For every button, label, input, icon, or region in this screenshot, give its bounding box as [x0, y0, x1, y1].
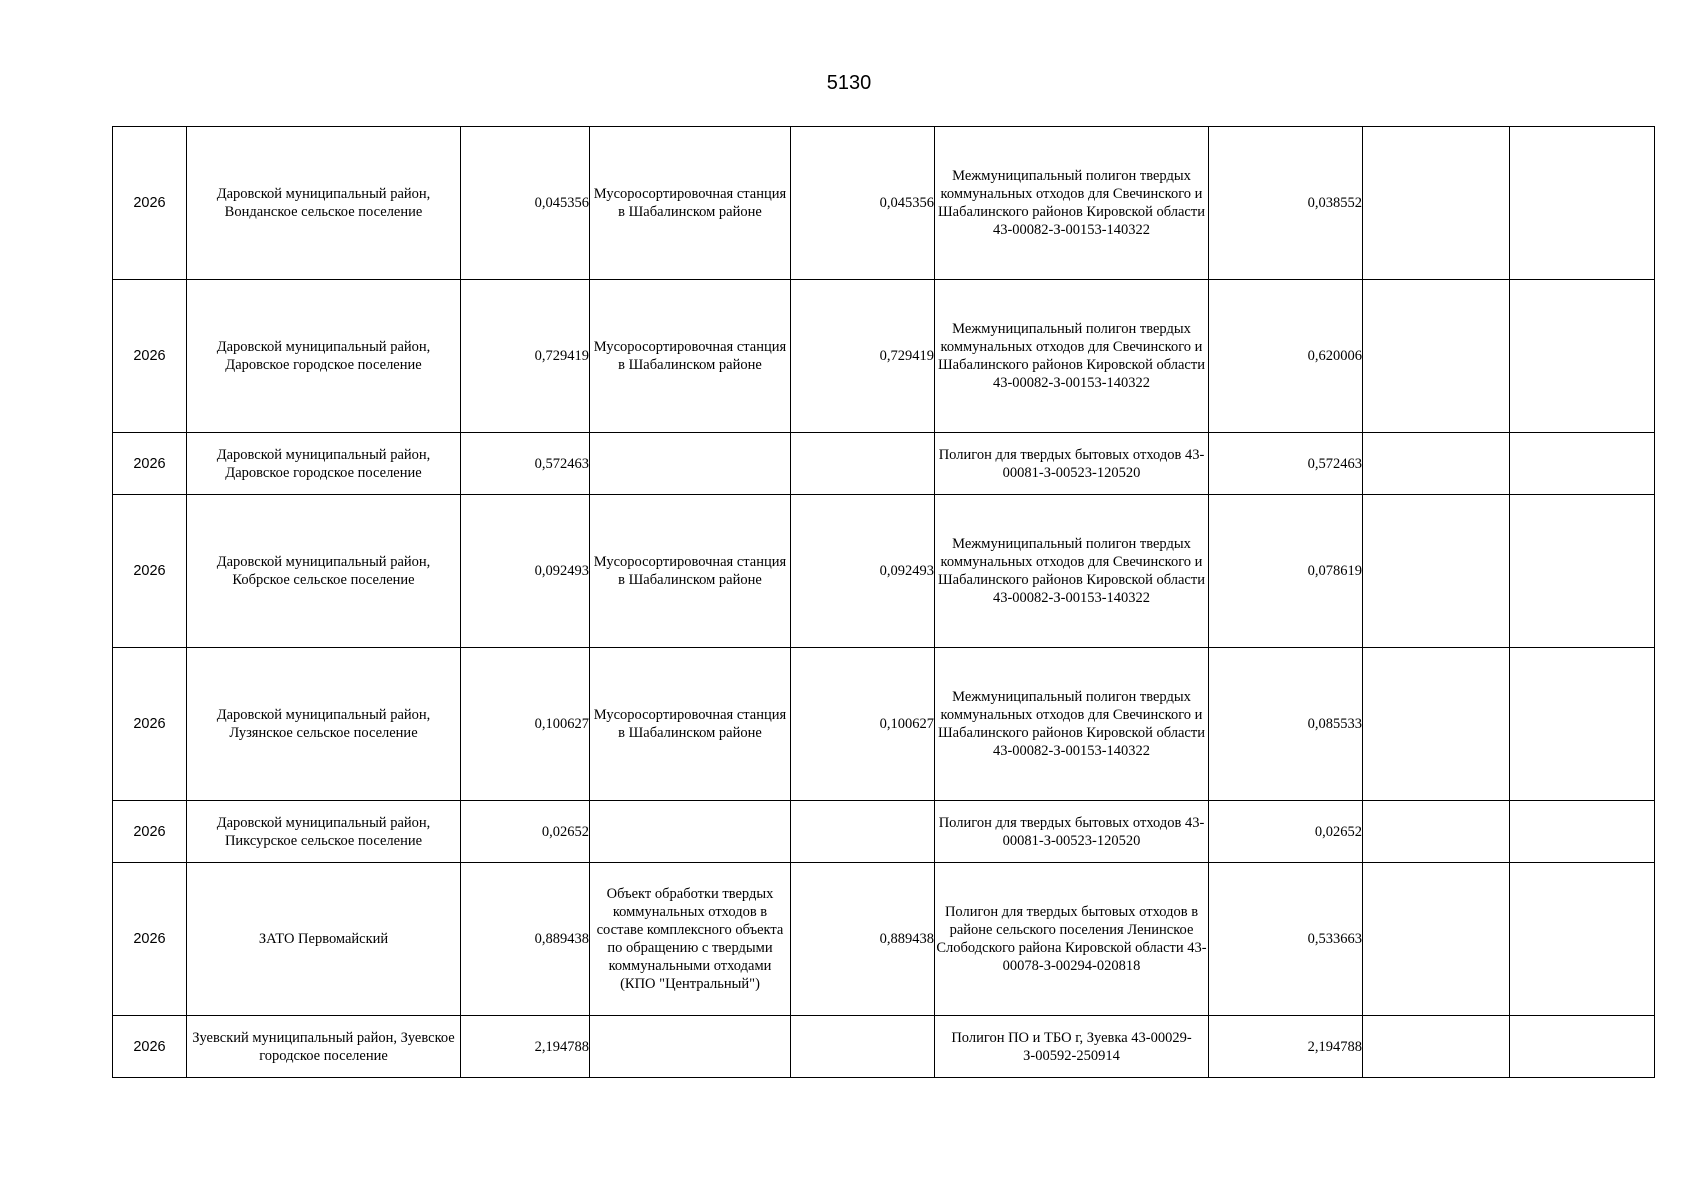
empty-cell [1363, 495, 1510, 648]
mass-cell: 0,078619 [1209, 495, 1363, 648]
year-cell: 2026 [113, 648, 187, 801]
mass-cell [791, 1016, 935, 1078]
table-row [113, 127, 1655, 280]
facility-cell [590, 433, 791, 495]
mass-cell: 0,729419 [791, 280, 935, 433]
table-row [113, 801, 1655, 863]
municipality-cell: Зуевский муниципальный район, Зуевское городское поселение [187, 1016, 461, 1078]
table-row [113, 495, 1655, 648]
municipality-cell: ЗАТО Первомайский [187, 863, 461, 1016]
mass-cell: 0,729419 [461, 280, 590, 433]
table-row [113, 1016, 1655, 1078]
empty-cell [1363, 648, 1510, 801]
municipality-cell: Даровской муниципальный район, Вонданское сельское поселение [187, 127, 461, 280]
mass-cell: 0,038552 [1209, 127, 1363, 280]
landfill-cell: Межмуниципальный полигон твердых коммунальных отходов для Свечинского и Шабалинского районов Кировской области 43-00082-З-00153-140322 [935, 127, 1209, 280]
mass-cell: 2,194788 [461, 1016, 590, 1078]
empty-cell [1363, 863, 1510, 1016]
mass-cell: 0,889438 [461, 863, 590, 1016]
year-cell: 2026 [113, 495, 187, 648]
facility-cell [590, 1016, 791, 1078]
landfill-cell: Полигон для твердых бытовых отходов в районе сельского поселения Ленинское Слободского района Кировской области 43-00078-З-00294-020818 [935, 863, 1209, 1016]
table-row [113, 863, 1655, 1016]
mass-cell: 0,045356 [461, 127, 590, 280]
empty-cell [1510, 495, 1655, 648]
facility-cell: Мусоросортировочная станция в Шабалинском районе [590, 495, 791, 648]
landfill-cell: Полигон для твердых бытовых отходов 43-00081-З-00523-120520 [935, 433, 1209, 495]
empty-cell [1510, 280, 1655, 433]
municipality-cell: Даровской муниципальный район, Даровское городское поселение [187, 433, 461, 495]
facility-cell: Объект обработки твердых коммунальных отходов в составе комплексного объекта по обращению с твердыми коммунальными отходами (КПО "Центральный") [590, 863, 791, 1016]
municipality-cell: Даровской муниципальный район, Лузянское сельское поселение [187, 648, 461, 801]
year-cell: 2026 [113, 1016, 187, 1078]
empty-cell [1510, 127, 1655, 280]
empty-cell [1510, 863, 1655, 1016]
mass-cell: 0,02652 [1209, 801, 1363, 863]
empty-cell [1510, 433, 1655, 495]
year-cell: 2026 [113, 863, 187, 1016]
municipality-cell: Даровской муниципальный район, Даровское городское поселение [187, 280, 461, 433]
landfill-cell: Межмуниципальный полигон твердых коммунальных отходов для Свечинского и Шабалинского районов Кировской области 43-00082-З-00153-140322 [935, 648, 1209, 801]
mass-cell: 2,194788 [1209, 1016, 1363, 1078]
facility-cell: Мусоросортировочная станция в Шабалинском районе [590, 280, 791, 433]
landfill-cell: Межмуниципальный полигон твердых коммунальных отходов для Свечинского и Шабалинского районов Кировской области 43-00082-З-00153-140322 [935, 495, 1209, 648]
mass-cell: 0,100627 [461, 648, 590, 801]
facility-cell: Мусоросортировочная станция в Шабалинском районе [590, 648, 791, 801]
mass-cell [791, 433, 935, 495]
year-cell: 2026 [113, 433, 187, 495]
table-row [113, 433, 1655, 495]
year-cell: 2026 [113, 801, 187, 863]
landfill-cell: Межмуниципальный полигон твердых коммунальных отходов для Свечинского и Шабалинского районов Кировской области 43-00082-З-00153-140322 [935, 280, 1209, 433]
landfill-cell: Полигон для твердых бытовых отходов 43-00081-З-00523-120520 [935, 801, 1209, 863]
mass-cell: 0,572463 [1209, 433, 1363, 495]
table-row [113, 280, 1655, 433]
mass-cell: 0,100627 [791, 648, 935, 801]
facility-cell [590, 801, 791, 863]
mass-cell: 0,620006 [1209, 280, 1363, 433]
facility-cell: Мусоросортировочная станция в Шабалинском районе [590, 127, 791, 280]
year-cell: 2026 [113, 127, 187, 280]
empty-cell [1363, 280, 1510, 433]
waste-flow-table [112, 126, 1655, 1078]
empty-cell [1363, 1016, 1510, 1078]
mass-cell: 0,092493 [791, 495, 935, 648]
table-row [113, 648, 1655, 801]
mass-cell: 0,085533 [1209, 648, 1363, 801]
municipality-cell: Даровской муниципальный район, Кобрское сельское поселение [187, 495, 461, 648]
empty-cell [1363, 433, 1510, 495]
empty-cell [1510, 1016, 1655, 1078]
empty-cell [1510, 801, 1655, 863]
municipality-cell: Даровской муниципальный район, Пиксурское сельское поселение [187, 801, 461, 863]
mass-cell: 0,533663 [1209, 863, 1363, 1016]
mass-cell: 0,045356 [791, 127, 935, 280]
mass-cell: 0,092493 [461, 495, 590, 648]
empty-cell [1363, 127, 1510, 280]
page-number: 5130 [826, 72, 872, 94]
landfill-cell: Полигон ПО и ТБО г, Зуевка 43-00029-З-00592-250914 [935, 1016, 1209, 1078]
empty-cell [1363, 801, 1510, 863]
empty-cell [1510, 648, 1655, 801]
mass-cell: 0,572463 [461, 433, 590, 495]
year-cell: 2026 [113, 280, 187, 433]
mass-cell: 0,889438 [791, 863, 935, 1016]
mass-cell [791, 801, 935, 863]
mass-cell: 0,02652 [461, 801, 590, 863]
